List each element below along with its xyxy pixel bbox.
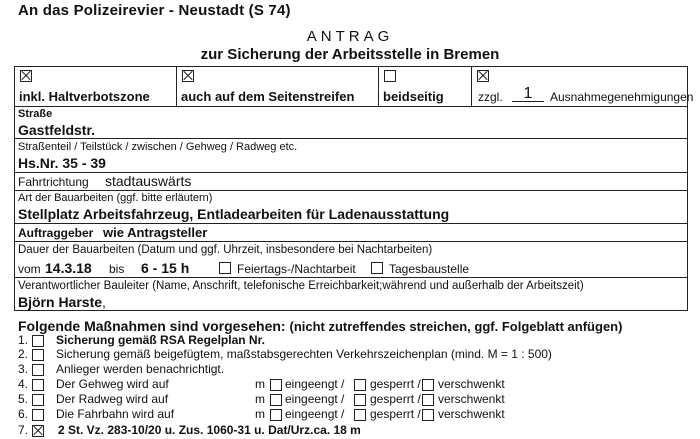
application-form	[14, 66, 694, 311]
measure-item: 6. Die Fahrbahn wird auf m eingeengt / gesperrt / verschwenkt	[18, 407, 505, 421]
radweg-verschwenkt-checkbox[interactable]	[422, 394, 434, 406]
gehweg-gesperrt-checkbox[interactable]	[354, 379, 366, 391]
bauarbeiten-row	[15, 190, 687, 223]
seitenstreifen-cell[interactable]	[177, 67, 379, 106]
strassenteil-value[interactable]: Hs.Nr. 35 - 39	[18, 155, 106, 171]
bis-value[interactable]: 6 - 15 h	[141, 260, 190, 276]
ausnahme-label: Ausnahmegenehmigungen	[550, 90, 694, 104]
dauer-label: Dauer der Bauarbeiten (Datum und ggf. Uhrzeit, insbesondere bei Nachtarbeiten)	[18, 244, 433, 256]
measures-heading: Folgende Maßnahmen sind vorgesehen: (nicht zutreffendes streichen, ggf. Folgeblatt anfügen)	[18, 318, 623, 334]
vom-label: vom	[18, 262, 41, 276]
beidseitig-checkbox[interactable]	[384, 70, 396, 82]
tagesbaustelle-checkbox[interactable]	[371, 262, 383, 274]
radweg-eingeengt-checkbox[interactable]	[270, 394, 282, 406]
options-row	[15, 67, 694, 106]
tagesbaustelle-label: Tagesbaustelle	[389, 262, 470, 276]
seitenstreifen-checkbox[interactable]	[182, 70, 194, 82]
strasse-row	[15, 106, 687, 138]
measure-6-checkbox[interactable]	[32, 409, 44, 421]
strassenteil-row	[15, 138, 687, 172]
halteverbot-checkbox[interactable]	[20, 70, 32, 82]
measure-7-checkbox[interactable]	[32, 425, 44, 437]
fahrbahn-eingeengt-checkbox[interactable]	[270, 409, 282, 421]
strasse-value[interactable]: Gastfeldstr.	[18, 122, 96, 138]
strasse-label: Straße	[18, 108, 53, 120]
beidseitig-label: beidseitig	[383, 89, 444, 104]
bauleiter-label: Verantwortlicher Bauleiter (Name, Anschrift, telefonische Erreichbarkeit;während und außerhalb der Arbeitszeit)	[18, 280, 584, 292]
dauer-row	[15, 241, 687, 277]
gehweg-verschwenkt-checkbox[interactable]	[422, 379, 434, 391]
fahrtrichtung-row	[15, 172, 687, 190]
radweg-gesperrt-checkbox[interactable]	[354, 394, 366, 406]
fahrtrichtung-label: Fahrtrichtung	[18, 175, 89, 189]
addressee-header: An das Polizeirevier - Neustadt (S 74)	[18, 2, 291, 19]
fahrbahn-verschwenkt-checkbox[interactable]	[422, 409, 434, 421]
bis-label: bis	[109, 262, 125, 276]
fahrtrichtung-value[interactable]: stadtauswärts	[105, 173, 192, 189]
measure-item: 4. Der Gehweg wird auf m eingeengt / gesperrt / verschwenkt	[18, 377, 505, 391]
bauleiter-value[interactable]: Björn Harste,	[18, 294, 106, 310]
bauarbeiten-value[interactable]: Stellplatz Arbeitsfahrzeug, Entladearbeiten für Ladenausstattung	[18, 206, 450, 222]
form-subtitle: zur Sicherung der Arbeitsstelle in Bremen	[200, 46, 500, 63]
measure-item: 5. Der Radweg wird auf m eingeengt / gesperrt / verschwenkt	[18, 392, 505, 406]
ausnahme-checkbox[interactable]	[477, 70, 489, 82]
halteverbot-cell[interactable]	[15, 67, 177, 106]
form-title: ANTRAG	[306, 28, 394, 45]
ausnahme-cell[interactable]	[472, 67, 694, 106]
measure-5-checkbox[interactable]	[32, 394, 44, 406]
measure-4-checkbox[interactable]	[32, 379, 44, 391]
strassenteil-label: Straßenteil / Teilstück / zwischen / Gehweg / Radweg etc.	[18, 141, 298, 153]
vom-value[interactable]: 14.3.18	[45, 260, 92, 276]
gehweg-eingeengt-checkbox[interactable]	[270, 379, 282, 391]
bauleiter-row	[15, 277, 687, 310]
measure-2-checkbox[interactable]	[32, 349, 44, 361]
beidseitig-cell[interactable]	[379, 67, 472, 106]
auftraggeber-row	[15, 223, 687, 241]
fahrbahn-gesperrt-checkbox[interactable]	[354, 409, 366, 421]
auftraggeber-value[interactable]: wie Antragsteller	[103, 225, 208, 240]
feiertags-label: Feiertags-/Nachtarbeit	[237, 262, 356, 276]
feiertags-checkbox[interactable]	[219, 262, 231, 274]
seitenstreifen-label: auch auf dem Seitenstreifen	[181, 89, 355, 104]
ausnahme-count[interactable]: 1	[512, 86, 544, 102]
auftraggeber-label: Auftraggeber	[18, 226, 94, 240]
halteverbot-label: inkl. Haltverbotszone	[19, 89, 150, 104]
zzgl-label: zzgl.	[478, 90, 503, 104]
bauarbeiten-label: Art der Bauarbeiten (ggf. bitte erläutern)	[18, 192, 213, 204]
measure-3-checkbox[interactable]	[32, 364, 44, 376]
measure-1-checkbox[interactable]	[32, 335, 44, 347]
